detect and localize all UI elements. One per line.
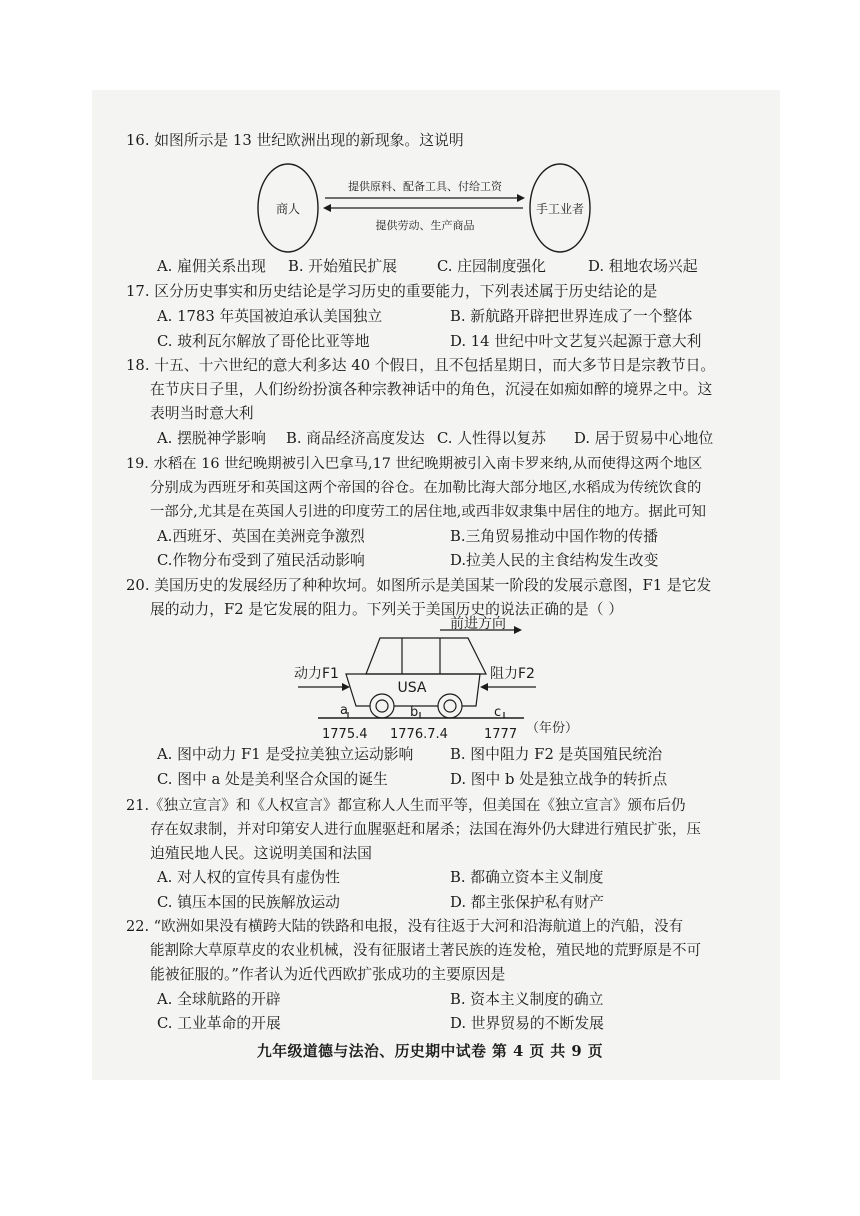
q20-option-c: C. 图中 a 处是美利坚合众国的诞生 (157, 771, 388, 788)
q21-line-1: 21.《独立宣言》和《人权宣言》都宣称人人生而平等，但美国在《独立宣言》颁布后仍 (126, 798, 686, 814)
merchant-label: 商人 (275, 202, 301, 216)
q16-stem: 16. 如图所示是 13 世纪欧洲出现的新现象。这说明 (126, 132, 464, 149)
q17-option-d: D. 14 世纪中叶文艺复兴起源于意大利 (450, 333, 702, 350)
q17-option-a: A. 1783 年英国被迫承认美国独立 (157, 308, 383, 325)
q19-option-a: A.西班牙、英国在美洲竞争激烈 (157, 528, 365, 545)
date-a-label: 1775.4 (322, 727, 368, 742)
q17-stem: 17. 区分历史事实和历史结论是学习历史的重要能力，下列表述属于历史结论的是 (126, 283, 658, 300)
top-arrow-label: 提供原料、配备工具、付给工资 (348, 180, 502, 193)
car-label: USA (397, 680, 427, 696)
q19-line-2: 分别成为西班牙和英国这两个帝国的谷仓。在加勒比海大部分地区,水稻成为传统饮食的 (150, 480, 702, 496)
car-cabin (366, 638, 486, 674)
q18-option-d: D. 居于贸易中心地位 (574, 430, 714, 447)
q20-diagram (290, 614, 630, 744)
top-arrow-head (517, 194, 525, 202)
point-b-label: b (410, 705, 419, 720)
direction-arrow-head (514, 626, 522, 634)
axis-unit-label: （年份） (526, 721, 579, 736)
q21-option-c: C. 镇压本国的民族解放运动 (157, 894, 340, 911)
q17-option-c: C. 玻利瓦尔解放了哥伦比亚等地 (157, 333, 370, 350)
q18-option-a: A. 摆脱神学影响 (157, 430, 266, 447)
q19-option-b: B.三角贸易推动中国作物的传播 (450, 528, 658, 545)
q18-option-c: C. 人性得以复苏 (437, 430, 546, 447)
q19-line-1: 19. 水稻在 16 世纪晚期被引入巴拿马,17 世纪晚期被引入南卡罗来纳,从而使得这两个地区 (126, 456, 703, 472)
q19-line-3: 一部分,尤其是在英国人引进的印度劳工的居住地,或西非奴隶集中居住的地方。据此可知 (150, 504, 706, 520)
q16-option-a: A. 雇佣关系出现 (157, 258, 266, 275)
q21-option-a: A. 对人权的宣传具有虚伪性 (157, 869, 340, 886)
q22-option-c: C. 工业革命的开展 (157, 1015, 281, 1032)
q20-option-d: D. 图中 b 处是独立战争的转折点 (450, 771, 668, 788)
point-a-label: a (340, 703, 348, 718)
q22-option-d: D. 世界贸易的不断发展 (450, 1015, 604, 1032)
date-c-label: 1777 (484, 727, 518, 742)
f1-label: 动力F1 (294, 666, 339, 682)
artisan-label: 手工业者 (535, 202, 585, 216)
q16-option-b: B. 开始殖民扩展 (288, 258, 398, 275)
date-b-label: 1776.7.4 (390, 727, 448, 742)
f2-label: 阻力F2 (490, 666, 535, 682)
q20-option-a: A. 图中动力 F1 是受拉美独立运动影响 (157, 746, 414, 763)
q22-line-1: 22. “欧洲如果没有横跨大陆的铁路和电报，没有往返于大河和沿海航道上的汽船，没有 (126, 919, 684, 935)
q18-line-2: 在节庆日子里，人们纷纷扮演各种宗教神话中的角色，沉浸在如痴如醉的境界之中。这 (150, 381, 713, 398)
q20-option-b: B. 图中阻力 F2 是英国殖民统治 (450, 746, 663, 763)
f2-arrow-head (480, 683, 488, 691)
rear-wheel (370, 694, 394, 718)
q19-option-d: D.拉美人民的主食结构发生改变 (450, 552, 659, 569)
q22-option-a: A. 全球航路的开辟 (157, 991, 281, 1008)
front-wheel (438, 694, 462, 718)
q17-option-b: B. 新航路开辟把世界连成了一个整体 (450, 308, 693, 325)
q20-line-1: 20. 美国历史的发展经历了种种坎坷。如图所示是美国某一阶段的发展示意图，F1 是它发 (126, 577, 712, 594)
q22-line-3: 能被征服的。”作者认为近代西欧扩张成功的主要原因是 (150, 966, 506, 983)
q22-line-2: 能割除大草原草皮的农业机械，没有征服诸土著民族的连发枪，殖民地的荒野原是不可 (150, 943, 701, 959)
q18-line-1: 18. 十五、十六世纪的意大利多达 40 个假日，且不包括星期日，而大多节日是宗教节日。 (126, 357, 716, 374)
q18-option-b: B. 商品经济高度发达 (286, 430, 425, 447)
q16-diagram (255, 158, 595, 258)
q20-line-2: 展的动力，F2 是它发展的阻力。下列关于美国历史的说法正确的是（ ） (150, 601, 623, 618)
bottom-arrow-label: 提供劳动、生产商品 (375, 219, 475, 232)
direction-label: 前进方向 (450, 616, 506, 632)
q16-option-d: D. 租地农场兴起 (588, 258, 698, 275)
q16-option-c: C. 庄园制度强化 (437, 258, 546, 275)
q22-option-b: B. 资本主义制度的确立 (450, 991, 604, 1008)
q18-line-3: 表明当时意大利 (150, 405, 254, 422)
bottom-arrow-head (323, 204, 331, 212)
page-footer: 九年级道德与法治、历史期中试卷 第 4 页 共 9 页 (256, 1043, 604, 1060)
q21-line-2: 存在奴隶制，并对印第安人进行血腥驱赶和屠杀；法国在海外仍大肆进行殖民扩张，压 (150, 822, 701, 838)
q21-line-3: 迫殖民地人民。这说明美国和法国 (150, 845, 372, 862)
q19-option-c: C.作物分布受到了殖民活动影响 (157, 552, 365, 569)
q21-option-b: B. 都确立资本主义制度 (450, 869, 604, 886)
q21-option-d: D. 都主张保护私有财产 (450, 894, 604, 911)
point-c-label: c (494, 705, 502, 720)
